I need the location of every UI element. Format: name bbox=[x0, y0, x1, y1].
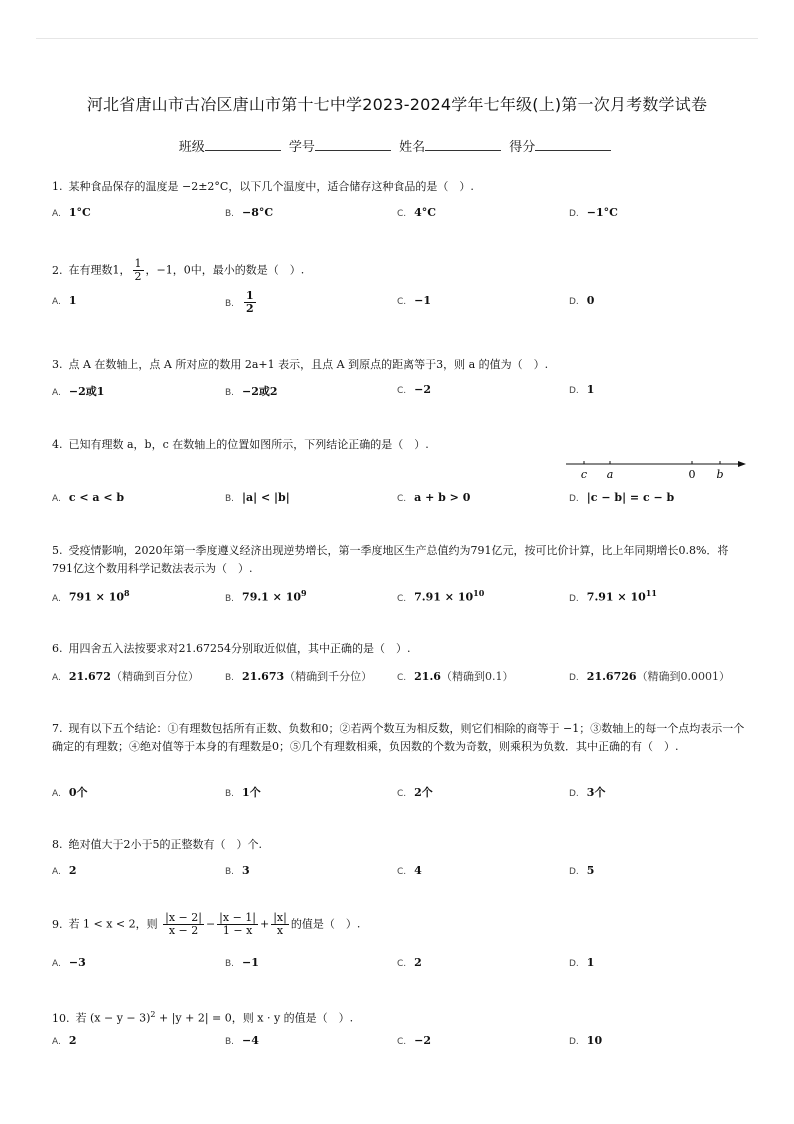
question-6: 6. 用四舍五入法按要求对21.67254分别取近似值，其中正确的是（ ）. bbox=[52, 642, 411, 655]
label-c: c bbox=[580, 468, 588, 481]
fraction: $\frac{1}{2}$ bbox=[246, 289, 254, 315]
option-b[interactable]: B. −8°C bbox=[225, 206, 274, 219]
question-text: 已知有理数 a，b，c 在数轴上的位置如图所示，下列结论正确的是（ ）. bbox=[68, 438, 429, 451]
label-a: a bbox=[606, 468, 614, 481]
option-b[interactable]: B. $79.1 \times 10^9$ bbox=[225, 588, 307, 604]
option-b[interactable]: B. 3 bbox=[225, 864, 250, 877]
option-d[interactable]: D. 0 bbox=[569, 294, 595, 307]
question-9: 9. 若 1 < x < 2，则 $\frac{|x - 2|}{x - 2}$ − $\frac{|x - 1|}{1 - x}$ + $\frac{|x|}{x}$ 的值是（ ）. bbox=[52, 911, 361, 937]
class-label: 班级 bbox=[178, 140, 205, 155]
question-text: 用四舍五入法按要求对21.67254分别取近似值，其中正确的是（ ）. bbox=[68, 642, 411, 655]
option-c[interactable]: C. a + b > 0 bbox=[397, 491, 471, 504]
option-b[interactable]: B. |a| < |b| bbox=[225, 491, 290, 504]
option-b[interactable]: B. −2或2 bbox=[225, 385, 278, 398]
question-text: 某种食品保存的温度是 −2±2°C，以下几个温度中，适合储存这种食品的是（ ）. bbox=[68, 180, 474, 193]
option-c[interactable]: C. −2 bbox=[397, 1034, 432, 1047]
option-b[interactable]: B. $\frac{1}{2}$ bbox=[225, 289, 254, 315]
option-a[interactable]: A. c < a < b bbox=[52, 491, 125, 504]
option-a[interactable]: A. 0个 bbox=[52, 786, 88, 799]
name-label: 姓名 bbox=[399, 140, 426, 155]
option-a[interactable]: A. −2或1 bbox=[52, 385, 105, 398]
question-7: 7. 现有以下五个结论：①有理数包括所有正数、负数和0；②若两个数互为相反数，则它们相除的商等于 −1；③数轴上的每一个点均表示一个确定的有理数；④绝对值等于本身的有理数是0；⑤几个有理数相乘，负因数的个数为奇数，则乘积为负数．其中正确的有（ ）. bbox=[52, 722, 745, 753]
option-a[interactable]: A. 1 bbox=[52, 294, 77, 307]
question-1: 1. 某种食品保存的温度是 −2±2°C，以下几个温度中，适合储存这种食品的是（ ）. bbox=[52, 180, 474, 193]
student-id-blank[interactable] bbox=[315, 138, 391, 151]
name-blank[interactable] bbox=[425, 138, 501, 151]
question-text: 现有以下五个结论：①有理数包括所有正数、负数和0；②若两个数互为相反数，则它们相除的商等于 −1；③数轴上的每一个点均表示一个确定的有理数；④绝对值等于本身的有理数是0；⑤几个有理数相乘，负因数的个数为奇数，则乘积为负数．其中正确的有（ ）. bbox=[52, 722, 745, 753]
fraction: $\frac{|x - 1|}{1 - x}$ bbox=[219, 911, 256, 937]
question-2: 2. 在有理数1， $\frac{1}{2}$ ，−1，0中，最小的数是（ ）. bbox=[52, 257, 305, 283]
label-zero: 0 bbox=[688, 468, 696, 481]
number-line-figure bbox=[566, 456, 746, 482]
option-a[interactable]: A. 2 bbox=[52, 1034, 77, 1047]
option-d[interactable]: D. 10 bbox=[569, 1034, 603, 1047]
option-c[interactable]: C. 21.6（精确到0.1） bbox=[397, 670, 514, 683]
option-c[interactable]: C. 4 bbox=[397, 864, 422, 877]
question-3: 3. 点 A 在数轴上，点 A 所对应的数用 2a+1 表示，且点 A 到原点的距离等于3，则 a 的值为（ ）. bbox=[52, 358, 549, 371]
option-d[interactable]: D. |c − b| = c − b bbox=[569, 491, 675, 504]
question-8: 8. 绝对值大于2小于5的正整数有（ ）个. bbox=[52, 838, 262, 851]
header-divider bbox=[36, 38, 758, 39]
arrow-head-icon bbox=[738, 461, 746, 467]
option-d[interactable]: D. 21.6726（精确到0.0001） bbox=[569, 670, 731, 683]
fraction: $\frac{|x - 2|}{x - 2}$ bbox=[165, 911, 202, 937]
option-d[interactable]: D. $7.91 \times 10^{11}$ bbox=[569, 588, 657, 604]
score-blank[interactable] bbox=[535, 138, 611, 151]
option-a[interactable]: A. −3 bbox=[52, 956, 86, 969]
question-4: 4. 已知有理数 a，b，c 在数轴上的位置如图所示，下列结论正确的是（ ）. bbox=[52, 438, 429, 451]
option-d[interactable]: D. 1 bbox=[569, 383, 595, 396]
option-d[interactable]: D. 5 bbox=[569, 864, 595, 877]
student-id-label: 学号 bbox=[288, 140, 315, 155]
option-b[interactable]: B. 1个 bbox=[225, 786, 261, 799]
option-a[interactable]: A. 21.672（精确到百分位） bbox=[52, 670, 199, 683]
option-c[interactable]: C. 2 bbox=[397, 956, 422, 969]
option-c[interactable]: C. −2 bbox=[397, 383, 432, 396]
label-b: b bbox=[716, 468, 724, 481]
option-d[interactable]: D. −1°C bbox=[569, 206, 618, 219]
option-c[interactable]: C. 4°C bbox=[397, 206, 437, 219]
option-b[interactable]: B. −4 bbox=[225, 1034, 259, 1047]
option-d[interactable]: D. 3个 bbox=[569, 786, 606, 799]
fraction: $\frac{|x|}{x}$ bbox=[273, 911, 287, 937]
option-c[interactable]: C. 2个 bbox=[397, 786, 433, 799]
page-title: 河北省唐山市古冶区唐山市第十七中学2023-2024学年七年级(上)第一次月考数学试卷 bbox=[86, 95, 708, 114]
score-label: 得分 bbox=[509, 140, 536, 155]
option-a[interactable]: A. 2 bbox=[52, 864, 77, 877]
fraction: $\frac{1}{2}$ bbox=[134, 257, 142, 283]
question-5: 5. 受疫情影响，2020年第一季度遵义经济出现逆势增长，第一季度地区生产总值约为791亿元，按可比价计算，比上年同期增长0.8%．将791亿这个数用科学记数法表示为（ ）. bbox=[52, 544, 729, 575]
class-blank[interactable] bbox=[205, 138, 281, 151]
question-text: 点 A 在数轴上，点 A 所对应的数用 2a+1 表示，且点 A 到原点的距离等于3，则 a 的值为（ ）. bbox=[68, 358, 549, 371]
option-a[interactable]: A. 1°C bbox=[52, 206, 91, 219]
question-text: 绝对值大于2小于5的正整数有（ ）个. bbox=[68, 838, 262, 851]
question-10: 10. 若 $(x - y - 3)^2 + |y + 2| = 0$，则 x · y 的值是（ ）. bbox=[52, 1010, 354, 1025]
option-d[interactable]: D. 1 bbox=[569, 956, 595, 969]
option-b[interactable]: B. 21.673（精确到千分位） bbox=[225, 670, 373, 683]
student-info-row bbox=[0, 136, 794, 155]
option-b[interactable]: B. −1 bbox=[225, 956, 259, 969]
option-a[interactable]: A. $791 \times 10^8$ bbox=[52, 588, 130, 604]
option-c[interactable]: C. −1 bbox=[397, 294, 432, 307]
option-c[interactable]: C. $7.91 \times 10^{10}$ bbox=[397, 588, 485, 604]
question-text: 受疫情影响，2020年第一季度遵义经济出现逆势增长，第一季度地区生产总值约为791亿元，按可比价计算，比上年同期增长0.8%．将791亿这个数用科学记数法表示为（ ）. bbox=[52, 544, 729, 575]
